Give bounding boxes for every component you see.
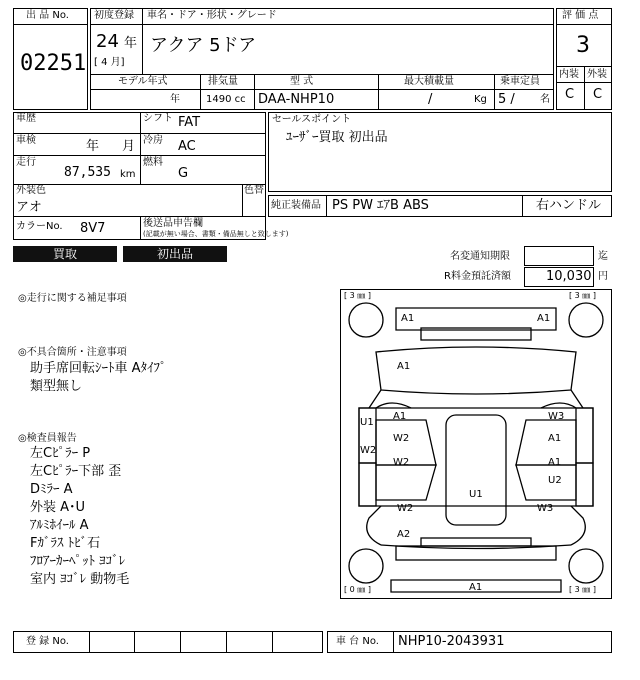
- score-value: 3: [576, 33, 590, 58]
- inspector-line-2: 左Cﾋﾟﾗｰ下部 歪: [30, 464, 122, 479]
- tire-rr: [ 3 ㎜ ]: [569, 585, 596, 594]
- mark-right-front-door: W3: [548, 411, 565, 422]
- mark-right-rear-door: A1: [548, 433, 562, 444]
- inspector-line-5: ｱﾙﾐﾎｲｰﾙ A: [30, 518, 89, 533]
- exterior-grade: C: [593, 87, 603, 102]
- mark-roof: U1: [469, 489, 483, 500]
- inspector-line-1: 左Cﾋﾟﾗｰ P: [30, 446, 91, 461]
- reg-label: 登 録 No.: [26, 636, 69, 647]
- name-label: 車名・ドア・形状・グレード: [147, 10, 277, 21]
- mileage-unit: km: [120, 169, 136, 180]
- car-name: アクア 5ドア: [150, 35, 257, 56]
- mark-right-center-a: A1: [548, 457, 562, 468]
- mark-front-bumper-l: A1: [401, 313, 415, 324]
- inspector-line-4: 外装 A･U: [30, 500, 86, 515]
- model-year-label: モデル年式: [118, 76, 168, 87]
- color-value: アオ: [16, 200, 42, 215]
- inspection-month: 月: [122, 139, 136, 154]
- displacement-label: 排気量: [208, 76, 238, 87]
- sales-text: ﾕｰｻﾞｰ買取 初出品: [286, 130, 388, 145]
- score-label: 評 価 点: [562, 10, 599, 21]
- lot-number: 02251: [20, 51, 87, 76]
- inspector-line-8: 室内 ﾖｺﾞﾚ 動物毛: [30, 572, 130, 587]
- tire-fl: [ 3 ㎜ ]: [344, 291, 371, 300]
- type-label: 型 式: [290, 76, 314, 87]
- capacity: 5 /: [498, 92, 515, 107]
- recycle-label: R料金預託済額: [444, 271, 511, 282]
- post-report-label: 後送品申告欄: [143, 218, 203, 229]
- mark-left-center: W2: [393, 457, 410, 468]
- buy-badge: 買取: [13, 246, 117, 262]
- mark-left-rocker: W2: [360, 445, 377, 456]
- mark-left-rear-door: W2: [393, 433, 410, 444]
- fuel-label: 燃料: [143, 157, 163, 168]
- max-load-label: 最大積載量: [404, 76, 454, 87]
- repaint-label: 色替: [244, 185, 264, 196]
- driving-title: ◎走行に関する補足事項: [18, 293, 127, 304]
- defect-title: ◎不具合箇所・注意事項: [18, 347, 127, 358]
- inspection-label: 車検: [16, 135, 36, 146]
- inspector-line-6: Fｶﾞﾗｽ ﾄﾋﾞ石: [30, 536, 101, 551]
- ac-label: 冷房: [143, 135, 163, 146]
- chassis-no: NHP10-2043931: [398, 634, 505, 649]
- year-unit: 年: [124, 36, 138, 51]
- fuel-value: G: [178, 166, 189, 181]
- post-report-note: (記載が無い場合、書類・備品無しと致します): [143, 230, 289, 238]
- equipment: PS PW ｴｱB ABS: [332, 198, 429, 213]
- color-label: 外装色: [16, 185, 46, 196]
- mark-left-front-fender: U1: [360, 417, 374, 428]
- history-label: 車歴: [16, 113, 36, 124]
- exterior-label: 外装: [587, 69, 607, 80]
- type: DAA-NHP10: [258, 92, 335, 107]
- shift-value: FAT: [178, 115, 201, 130]
- max-load: /: [428, 92, 433, 107]
- car-outline: [341, 290, 611, 598]
- mark-right-rear-quarter: W3: [537, 503, 554, 514]
- defect-line-2: 類型無し: [30, 379, 83, 394]
- first-reg-label: 初度登録: [94, 10, 134, 21]
- shift-label: シフト: [143, 113, 173, 124]
- mark-hood: A1: [397, 361, 411, 372]
- displacement: 1490 cc: [206, 94, 246, 105]
- first-badge: 初出品: [123, 246, 227, 262]
- inspector-line-7: ﾌﾛｱｰｶｰﾍﾟｯﾄ ﾖｺﾞﾚ: [30, 554, 126, 569]
- color-no-label: カラーNo.: [16, 221, 63, 232]
- equip-label: 純正装備品: [271, 200, 321, 211]
- sales-label: セールスポイント: [272, 114, 352, 125]
- mark-left-rear-corner: A2: [397, 529, 411, 540]
- mileage-value: 87,535: [64, 165, 111, 180]
- capacity-unit: 名: [540, 94, 550, 105]
- tire-fr: [ 3 ㎜ ]: [569, 291, 596, 300]
- first-reg-month: [ 4 月]: [94, 57, 125, 68]
- transfer-unit: 迄: [598, 251, 608, 262]
- transfer-field: [524, 246, 594, 266]
- interior-grade: C: [565, 87, 575, 102]
- mark-front-bumper-r: A1: [537, 313, 551, 324]
- inspector-title: ◎検査員報告: [18, 433, 77, 444]
- model-year-unit: 年: [170, 94, 180, 105]
- recycle-unit: 円: [598, 271, 608, 282]
- ac-value: AC: [178, 139, 196, 154]
- max-load-unit: Kg: [474, 94, 487, 105]
- recycle-value: 10,030: [546, 269, 592, 284]
- inspection-year: 年: [86, 139, 100, 154]
- mileage-label: 走行: [16, 157, 36, 168]
- defect-line-1: 助手席回転ｼｰﾄ車 Aﾀｲﾌﾟ: [30, 361, 167, 376]
- transfer-label: 名変通知期限: [450, 251, 510, 262]
- capacity-label: 乗車定員: [500, 76, 540, 87]
- first-reg-year: 24: [96, 31, 119, 52]
- interior-label: 内装: [559, 69, 579, 80]
- mark-rear-bumper: A1: [469, 582, 483, 593]
- color-no-value: 8V7: [80, 221, 106, 236]
- lot-label: 出 品 No.: [26, 10, 69, 21]
- inspector-line-3: Dﾐﾗｰ A: [30, 482, 73, 497]
- handle: 右ハンドル: [536, 198, 602, 213]
- car-diagram: [340, 289, 612, 599]
- mark-left-front-door: A1: [393, 411, 407, 422]
- tire-rl: [ 0 ㎜ ]: [344, 585, 371, 594]
- chassis-label: 車 台 No.: [336, 636, 379, 647]
- mark-left-rear-quarter: W2: [397, 503, 414, 514]
- mark-right-center-u: U2: [548, 475, 562, 486]
